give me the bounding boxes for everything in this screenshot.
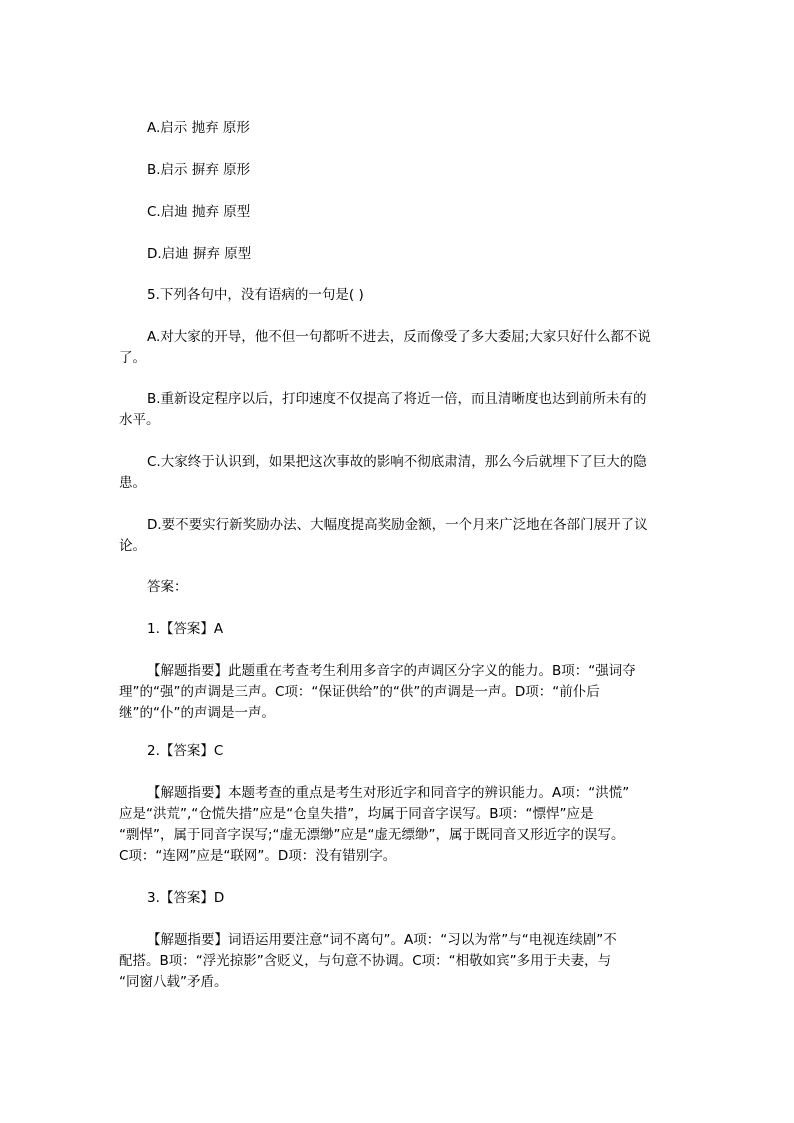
option-b: B.启示 摒弃 原形 (147, 162, 251, 178)
option-c: C.启迪 抛弃 原型 (147, 204, 251, 220)
answer-2-explanation-line1: 【解题指要】本题考查的重点是考生对形近字和同音字的辨识能力。A项：“洪慌” (147, 785, 630, 801)
q5-option-d-line1: D.要不要实行新奖励办法、大幅度提高奖励金额，一个月来广泛地在各部门展开了议 (147, 517, 648, 533)
answer-3-explanation-line3: “同窗八载”矛盾。 (119, 974, 228, 990)
answer-1-explanation-line1: 【解题指要】此题重在考查考生利用多音字的声调区分字义的能力。B项：“强词夺 (147, 663, 636, 679)
answer-2-explanation-line2: 应是“洪荒”,“仓慌失措”应是“仓皇失措”，均属于同音字误写。B项：“慓悍”应是 (119, 806, 594, 822)
answer-2-label: 2.【答案】C (147, 743, 224, 759)
q5-option-d-line2: 论。 (119, 538, 146, 554)
q5-option-c-line2: 患。 (119, 475, 146, 491)
q5-option-a-line2: 了。 (119, 350, 146, 366)
answer-2-explanation-line3: “剽悍”，属于同音字误写;“虚无漂缈”应是“虚无缥缈”，属于既同音又形近字的误写。 (119, 827, 625, 843)
q5-option-b-line2: 水平。 (119, 412, 160, 428)
answer-3-explanation-line1: 【解题指要】词语运用要注意“词不离句”。A项：“习以为常”与“电视连续剧”不 (147, 932, 617, 948)
answer-1-explanation-line2: 理”的“强”的声调是三声。C项：“保证供给”的“供”的声调是一声。D项：“前仆后 (119, 684, 600, 700)
answers-heading: 答案： (147, 579, 188, 595)
q5-option-c-line1: C.大家终于认识到，如果把这次事故的影响不彻底肃清，那么今后就埋下了巨大的隐 (147, 454, 647, 470)
answer-3-explanation-line2: 配搭。B项：“浮光掠影”含贬义，与句意不协调。C项：“相敬如宾”多用于夫妻，与 (119, 953, 612, 969)
q5-option-b-line1: B.重新设定程序以后，打印速度不仅提高了将近一倍，而且清晰度也达到前所未有的 (147, 391, 647, 407)
option-d: D.启迪 摒弃 原型 (147, 246, 252, 262)
answer-1-label: 1.【答案】A (147, 621, 224, 637)
answer-2-explanation-line4: C项：“连网”应是“联网”。D项：没有错别字。 (119, 848, 397, 864)
option-a: A.启示 抛弃 原形 (147, 120, 250, 136)
q5-option-a-line1: A.对大家的开导，他不但一句都听不进去，反而像受了多大委屈;大家只好什么都不说 (147, 329, 651, 345)
answer-1-explanation-line3: 继”的“仆”的声调是一声。 (119, 705, 275, 721)
answer-3-label: 3.【答案】D (147, 890, 225, 906)
question-5-stem: 5.下列各句中，没有语病的一句是( ) (147, 287, 364, 303)
